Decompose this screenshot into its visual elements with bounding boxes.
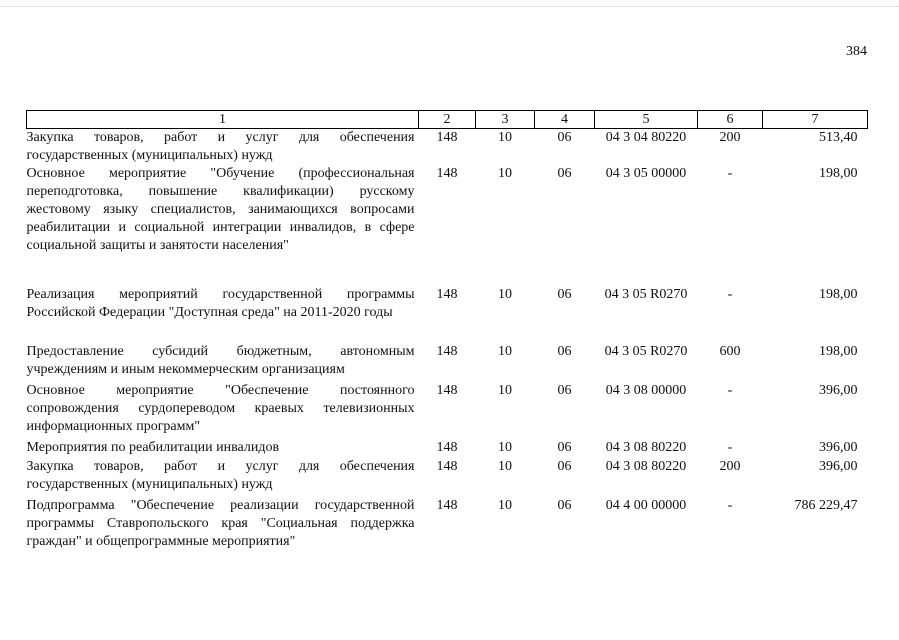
header-col-3: 3 [476,111,535,129]
row-col-5: 04 3 05 00000 [605,166,687,181]
row-col-6: 200 [719,459,741,474]
row-col-3: 10 [498,166,512,181]
row-col-2: 148 [436,166,458,181]
row-col-4: 06 [557,287,572,302]
row-col-6: 200 [719,130,741,145]
header-col-7: 7 [763,111,868,129]
row-col-5: 04 3 05 R0270 [604,287,688,302]
header-row [27,111,868,129]
row-name: Подпрограмма "Обеспечение реализации государственной программы Ставропольского края "Социальная поддержка граждан" и общепрограммные мероприятия" [26,498,415,549]
table-row [27,343,868,382]
row-col-2: 148 [436,130,458,145]
table-row [27,497,868,554]
row-col-2: 148 [436,383,458,398]
row-col-7: 786 229,47 [794,498,858,513]
row-col-2: 148 [436,287,458,302]
row-col-3: 10 [498,344,512,359]
row-col-5: 04 3 08 80220 [605,459,687,474]
row-name: Мероприятия по реабилитации инвалидов [26,440,280,455]
table-body [27,129,868,555]
table-row [27,286,868,343]
row-col-7: 198,00 [819,344,858,359]
row-col-6: - [727,440,733,455]
row-col-7: 198,00 [819,287,858,302]
row-col-7: 396,00 [819,459,858,474]
table-row [27,382,868,439]
header-col-4: 4 [535,111,595,129]
row-col-3: 10 [498,383,512,398]
table-row [27,439,868,458]
row-col-5: 04 3 08 80220 [605,440,687,455]
header-col-6: 6 [698,111,763,129]
row-col-6: - [727,383,733,398]
row-col-2: 148 [436,344,458,359]
page-number: 384 [846,44,867,59]
row-col-3: 10 [498,287,512,302]
header-col-2: 2 [419,111,476,129]
row-name: Предоставление субсидий бюджетным, автономным учреждениям и иным некоммерческим организациям [26,344,415,377]
row-col-6: - [727,166,733,181]
row-col-3: 10 [498,459,512,474]
table-row [27,458,868,497]
row-col-7: 396,00 [819,383,858,398]
row-col-4: 06 [557,166,572,181]
row-col-2: 148 [436,440,458,455]
row-col-7: 396,00 [819,440,858,455]
table-row [27,165,868,286]
row-name: Основное мероприятие "Обеспечение постоянного сопровождения сурдопереводом краевых телевизионных информационных программ" [26,383,415,434]
header-col-5: 5 [595,111,698,129]
budget-table [26,110,868,554]
row-col-4: 06 [557,498,572,513]
row-col-6: - [727,287,733,302]
row-col-7: 513,40 [819,130,858,145]
row-col-6: - [727,498,733,513]
row-col-2: 148 [436,459,458,474]
table-header [27,111,868,129]
row-name: Закупка товаров, работ и услуг для обеспечения государственных (муниципальных) нужд [26,130,415,163]
row-name: Закупка товаров, работ и услуг для обеспечения государственных (муниципальных) нужд [26,459,415,492]
row-col-5: 04 3 05 R0270 [604,344,688,359]
header-col-1: 1 [27,111,419,129]
row-col-4: 06 [557,383,572,398]
row-name: Реализация мероприятий государственной программы Российской Федерации "Доступная среда" на 2011-2020 годы [26,287,415,320]
row-col-6: 600 [719,344,741,359]
row-col-5: 04 3 04 80220 [605,130,687,145]
row-col-3: 10 [498,440,512,455]
row-col-4: 06 [557,440,572,455]
row-col-4: 06 [557,130,572,145]
row-col-5: 04 3 08 00000 [605,383,687,398]
scan-edge-line [0,6,899,7]
table-row [27,129,868,166]
row-col-3: 10 [498,130,512,145]
row-col-4: 06 [557,459,572,474]
row-name: Основное мероприятие "Обучение (профессиональная переподготовка, повышение квалификации) русскому жестовому языку специалистов, занимающихся вопросами реабилитации и социальной интеграции инвалидов, в сфере социальной защиты и занятости населения" [26,166,415,253]
row-col-5: 04 4 00 00000 [605,498,687,513]
row-col-7: 198,00 [819,166,858,181]
row-col-2: 148 [436,498,458,513]
row-col-3: 10 [498,498,512,513]
row-col-4: 06 [557,344,572,359]
